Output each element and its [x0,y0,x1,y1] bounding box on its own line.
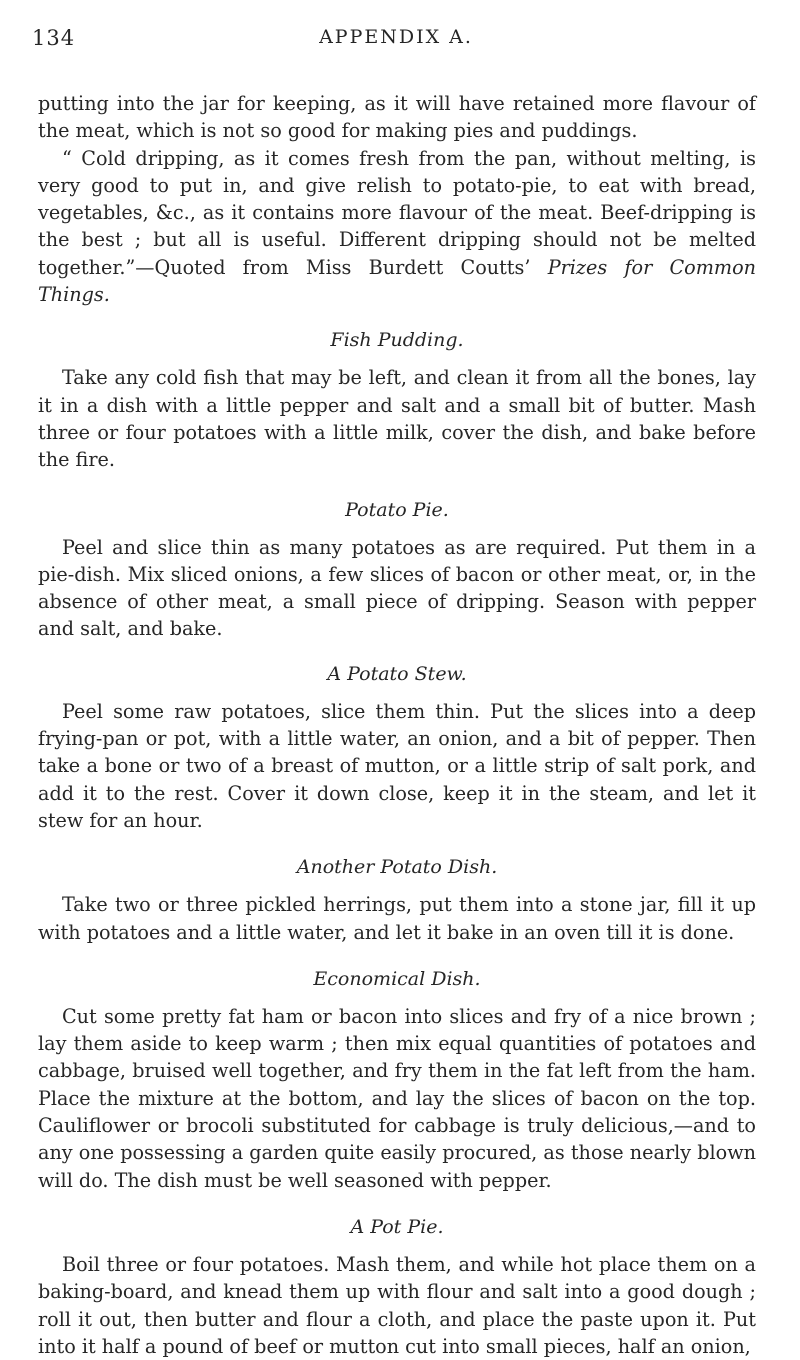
page-number: 134 [32,26,76,50]
page-body [38,90,756,1360]
section-title-economical-dish: Economical Dish. [313,967,481,990]
section-title-potato-stew: A Potato Stew. [327,662,467,685]
section-title-potato-pie: Potato Pie. [345,498,449,521]
section-title-fish-pudding: Fish Pudding. [330,329,464,352]
quote-text: “ Cold dripping, as it comes fresh from the pan, without melting, is very good to put in, and give relish to potato-pie, to eat with bread, vegetables, &c., as it contains more flavour of the meat. Beef-dripping is the best ; but all is useful. Different dripping should not be melted together.”—Quoted from Miss Burdett Coutts’ [38,146,756,279]
section-title-pot-pie: A Pot Pie. [350,1215,444,1238]
recipe-pot-pie: Boil three or four potatoes. Mash them, and while hot place them on a baking-board, and knead them up with flour and salt into a good dough ; roll it out, then butter and flour a cloth, and place the paste upon it. Put into it half a pound of beef or mutton cut into small pieces, half an onion, [38,1252,756,1358]
page-header [32,26,760,56]
recipe-another-potato-dish: Take two or three pickled herrings, put them into a stone jar, fill it up with potatoes and a little water, and let it bake in an oven till it is done. [38,893,756,944]
continuation-paragraph: putting into the jar for keeping, as it will have retained more flavour of the meat, which is not so good for making pies and puddings. [38,92,756,143]
section-title-another-potato-dish: Another Potato Dish. [296,856,498,879]
quote-paragraph [38,145,756,309]
recipe-economical-dish: Cut some pretty fat ham or bacon into slices and fry of a nice brown ; lay them aside to keep warm ; then mix equal quantities of potatoes and cabbage, bruised well together, and fry them in the fat left from the ham. Place the mixture at the bottom, and lay the slices of bacon on the top. Cauliflower or brocoli substituted for cabbage is truly delicious,—and to any one possessing a garden quite easily procured, as those nearly blown will do. The dish must be well seasoned with pepper. [38,1004,756,1192]
recipe-potato-pie: Peel and slice thin as many potatoes as are required. Put them in a pie-dish. Mix sliced onions, a few slices of bacon or other meat, or, in the absence of other meat, a small piece of dripping. Season with pepper and salt, and bake. [38,535,756,641]
quote-source: Prizes for Common Things. [38,255,757,307]
running-head: APPENDIX A. [319,26,473,48]
recipe-potato-stew: Peel some raw potatoes, slice them thin. Put the slices into a deep frying-pan or pot, with a little water, an onion, and a bit of pepper. Then take a bone or two of a breast of mutton, or a little strip of salt pork, and add it to the rest. Cover it down close, keep it in the steam, and let it stew for an hour. [38,699,756,832]
recipe-fish-pudding: Take any cold fish that may be left, and clean it from all the bones, lay it in a dish with a little pepper and salt and a small bit of butter. Mash three or four potatoes with a little milk, cover the dish, and bake before the fire. [38,366,756,472]
